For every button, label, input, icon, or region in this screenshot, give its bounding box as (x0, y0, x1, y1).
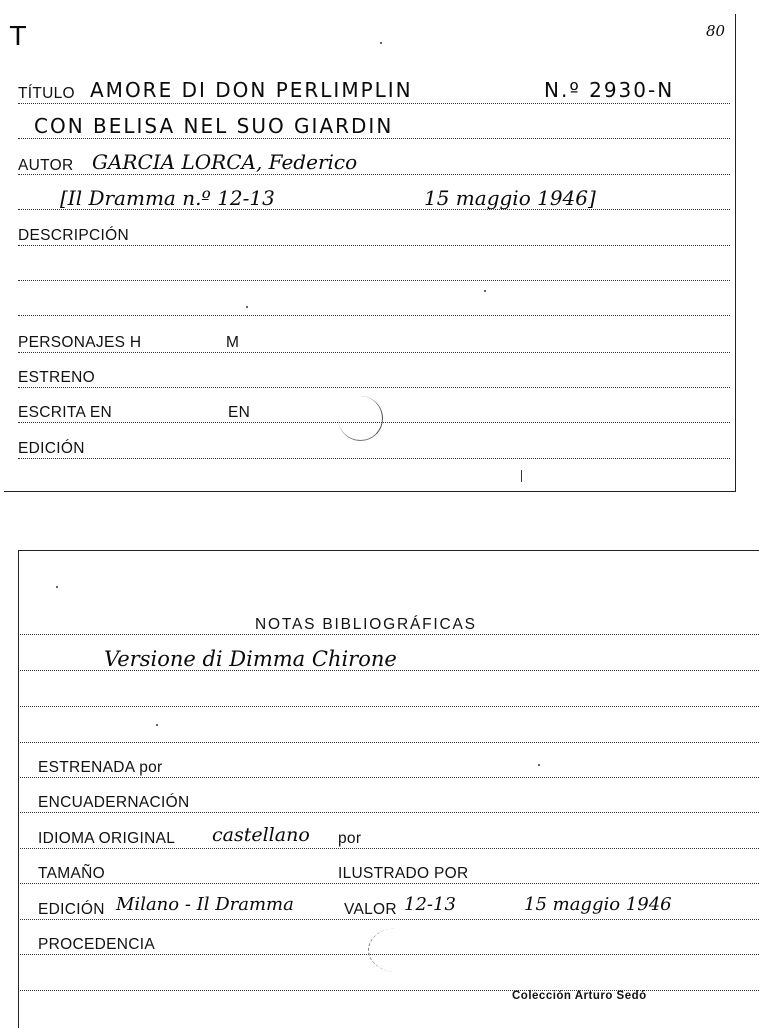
speck (380, 42, 382, 44)
notas-heading: NOTAS BIBLIOGRÁFICAS (255, 616, 477, 633)
rule-blank-2 (18, 315, 730, 316)
rule-titulo (18, 103, 730, 104)
procedencia-label: PROCEDENCIA (38, 936, 155, 953)
speck (156, 724, 158, 726)
escrita-label: ESCRITA EN (18, 404, 113, 421)
punch-hole-mark (338, 396, 383, 441)
speck (246, 306, 248, 308)
rule-edicion-2 (18, 919, 759, 920)
rule-idioma (18, 848, 759, 849)
catalog-number: N.º 2930-N (544, 78, 675, 102)
titulo-line1: AMORE DI DON PERLIMPLIN (90, 78, 413, 102)
valor-value: 12-13 (404, 894, 456, 915)
source-date: 15 maggio 1946] (424, 186, 596, 210)
idioma-value: castellano (212, 824, 310, 846)
edicion-label-card2: EDICIÓN (38, 901, 105, 918)
titulo-line2: CON BELISA NEL SUO GIARDIN (34, 114, 394, 138)
source-note: [Il Dramma n.º 12-13 (60, 186, 275, 210)
ilustrado-label: ILUSTRADO POR (338, 865, 469, 882)
collection-footer: Colección Arturo Sedó (512, 990, 647, 1002)
edicion-label-card1: EDICIÓN (18, 440, 85, 457)
idioma-por: por (338, 830, 362, 847)
autor-label: AUTOR (18, 157, 74, 174)
rule-personajes (18, 352, 730, 353)
personajes-label: PERSONAJES H (18, 334, 142, 351)
rule-autor (18, 174, 730, 175)
rule-bottom (18, 990, 759, 991)
rule-estrenada (18, 777, 759, 778)
corner-number: 80 (706, 22, 726, 40)
edicion-value: Milano - Il Dramma (116, 894, 294, 915)
tamano-label: TAMAÑO (38, 865, 105, 882)
speck (56, 586, 58, 588)
autor-value: GARCIA LORCA, Federico (92, 150, 358, 174)
rule-blank-1 (18, 280, 730, 281)
en-label: EN (228, 404, 251, 421)
speck (538, 764, 540, 766)
rule-source (18, 209, 730, 210)
rule-tamano (18, 883, 759, 884)
rule-notas (18, 634, 759, 635)
descripcion-label: DESCRIPCIÓN (18, 227, 129, 244)
rule-edicion (18, 458, 730, 459)
edicion-date: 15 maggio 1946 (524, 894, 672, 915)
estrenada-label: ESTRENADA por (38, 759, 163, 776)
rule-encuadernacion (18, 812, 759, 813)
idioma-label: IDIOMA ORIGINAL (38, 830, 176, 847)
rule-notes-1 (18, 670, 759, 671)
encuadernacion-label: ENCUADERNACIÓN (38, 794, 190, 811)
estreno-label: ESTRENO (18, 369, 96, 386)
corner-letter: T (10, 22, 26, 52)
personajes-m-label: M (226, 334, 240, 351)
titulo-label: TÍTULO (18, 85, 75, 102)
rule-descripcion (18, 245, 730, 246)
valor-label: VALOR (344, 901, 397, 918)
notes-value: Versione di Dimma Chirone (104, 647, 397, 671)
rule-titulo-2 (18, 138, 730, 139)
punch-hole-mark (368, 928, 425, 972)
rule-notes-2 (18, 706, 759, 707)
rule-notes-3 (18, 742, 759, 743)
speck (521, 470, 522, 482)
rule-estreno (18, 387, 730, 388)
speck (484, 290, 486, 292)
